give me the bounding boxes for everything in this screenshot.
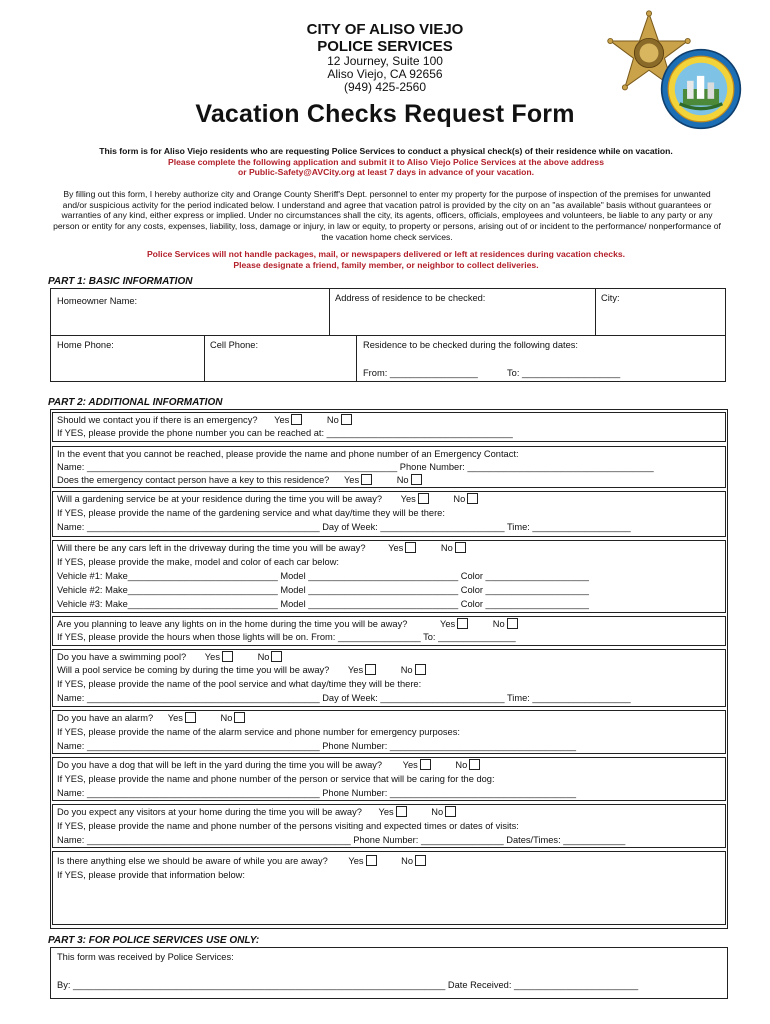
to-date-field[interactable]: To: ___________________ — [507, 368, 621, 378]
city-seal-icon — [660, 48, 742, 130]
vehicle-2-field[interactable]: Vehicle #2: Make_____________________________ Model _____________________________ Color ____________________ — [57, 585, 589, 595]
visitors-section: Do you expect any visitors at your home during the time you will be away? Yes No If YES, please provide the name and phone number of the persons visiting and expected times or dates of visits: Name: ___________________________________________________ Phone Number: ________________ Dates/Times: ____________ — [52, 804, 726, 848]
alarm-question: Do you have an alarm? — [57, 713, 154, 723]
address-line-1: 12 Journey, Suite 100 — [327, 54, 443, 68]
other-info-section[interactable]: Is there anything else we should be aware of while you are away? Yes No If YES, please provide that information below: — [52, 851, 726, 925]
vehicles-no-checkbox[interactable] — [455, 542, 466, 553]
gardening-section: Will a gardening service be at your residence during the time you will be away? Yes No If YES, please provide the name of the gardening service and what day/time they will be there: Name: _____________________________________________ Day of Week: ________________________ Time: ___________________ — [52, 491, 726, 537]
part1-label: PART 1: BASIC INFORMATION — [48, 276, 193, 287]
alarm-no-checkbox[interactable] — [234, 712, 245, 723]
pool-service-yes-checkbox[interactable] — [365, 664, 376, 675]
other-info-no-checkbox[interactable] — [415, 855, 426, 866]
vehicles-section: Will there be any cars left in the driveway during the time you will be away? Yes No If YES, please provide the make, model and color of each car below: Vehicle #1: Make_____________________________ Model _____________________________ Color ____________________ Vehicle #2: Make_____________________________ Model _____________________________ Color ____________________ Vehicle #3: Make_____________________________ Model _____________________________ Color ____________________ — [52, 540, 726, 613]
authorization-paragraph: By filling out this form, I hereby authorize city and Orange County Sheriff's Dept. personnel to enter my property for the purpose of inspection of the premises for unwanted and/or suspicious activity for the period indicated below. I understand and agree that vacation patrol is provided by the city on an "as available" basis without guarantees or warranties of any kind, either express or implied. Under no circumstances shall the city, its agents, officers, officials, employees and volunteers, be liable to any party or any person or entity for any costs, expenses, liability, loss, damage or injury, in law or equity, to property or persons, arising out of or incident to the performance/ nonperformance of the vacation home check services. — [53, 189, 721, 242]
emergency-person-name-phone-field[interactable]: Name: ____________________________________________________________ Phone Number: ____________________________________ — [57, 462, 654, 472]
dog-caretaker-field[interactable]: Name: _____________________________________________ Phone Number: ____________________________________ — [57, 788, 577, 798]
emergency-no-checkbox[interactable] — [341, 414, 352, 425]
department-name: POLICE SERVICES — [317, 38, 453, 55]
phone-number: (949) 425-2560 — [343, 80, 427, 94]
city-field[interactable]: City: — [601, 293, 620, 303]
dog-prompt: If YES, please provide the name and phone number of the person or service that will be caring for the dog: — [57, 774, 495, 784]
lights-hours-field[interactable]: If YES, please provide the hours when those lights will be on. From: ________________ To: _______________ — [57, 632, 516, 642]
pool-no-checkbox[interactable] — [271, 651, 282, 662]
check-dates-label: Residence to be checked during the following dates: — [363, 340, 578, 350]
address-line-2: Aliso Viejo, CA 92656 — [327, 67, 443, 81]
lights-yes-checkbox[interactable] — [457, 618, 468, 629]
vehicle-1-field[interactable]: Vehicle #1: Make_____________________________ Model _____________________________ Color ____________________ — [57, 571, 589, 581]
visitors-prompt: If YES, please provide the name and phone number of the persons visiting and expected times or dates of visits: — [57, 821, 519, 831]
gardening-prompt: If YES, please provide the name of the gardening service and what day/time they will be there: — [57, 508, 445, 518]
residence-address-field[interactable]: Address of residence to be checked: — [335, 293, 486, 303]
key-no-checkbox[interactable] — [411, 474, 422, 485]
intro-deadline: or Public-Safety@AVCity.org at least 7 days in advance of your vacation. — [237, 167, 535, 177]
key-yes-checkbox[interactable] — [361, 474, 372, 485]
visitors-yes-checkbox[interactable] — [396, 806, 407, 817]
gardening-yes-checkbox[interactable] — [418, 493, 429, 504]
emergency-question: Should we contact you if there is an emergency? — [57, 415, 258, 425]
pool-yes-checkbox[interactable] — [222, 651, 233, 662]
received-by-date-field[interactable]: By: ________________________________________________________________________ Date Received: ________________________ — [57, 980, 639, 990]
delivery-warning: Police Services will not handle packages, mail, or newspapers delivered or left at residences during vacation checks. — [146, 249, 626, 259]
other-info-yes-checkbox[interactable] — [366, 855, 377, 866]
received-by-label: This form was received by Police Services: — [57, 952, 234, 962]
alarm-prompt: If YES, please provide the name of the alarm service and phone number for emergency purposes: — [57, 727, 460, 737]
dog-section: Do you have a dog that will be left in the yard during the time you will be away? Yes No If YES, please provide the name and phone number of the person or service that will be caring for the dog: Name: _____________________________________________ Phone Number: ____________________________________ — [52, 757, 726, 801]
part2-label: PART 2: ADDITIONAL INFORMATION — [48, 397, 223, 408]
lights-question: Are you planning to leave any lights on in the home during the time you will be away? — [57, 619, 408, 629]
alarm-section: Do you have an alarm? Yes No If YES, please provide the name of the alarm service and phone number for emergency purposes: Name: _____________________________________________ Phone Number: ____________________________________ — [52, 710, 726, 754]
emergency-person-prompt: In the event that you cannot be reached, please provide the name and phone number of an Emergency Contact: — [57, 449, 519, 459]
pool-name-day-time-field[interactable]: Name: _____________________________________________ Day of Week: ________________________ Time: ___________________ — [57, 693, 631, 703]
intro-purpose: This form is for Aliso Viejo residents who are requesting Police Services to conduct a physical check(s) of their residence while on vacation. — [99, 146, 673, 156]
home-phone-field[interactable]: Home Phone: — [57, 340, 114, 350]
from-date-field[interactable]: From: _________________ — [363, 368, 478, 378]
visitors-name-phone-dates-field[interactable]: Name: ___________________________________________________ Phone Number: ________________ Dates/Times: ____________ — [57, 835, 626, 845]
vehicles-question: Will there be any cars left in the driveway during the time you will be away? — [57, 543, 366, 553]
other-info-question: Is there anything else we should be aware of while you are away? — [57, 856, 328, 866]
part3-label: PART 3: FOR POLICE SERVICES USE ONLY: — [48, 935, 260, 946]
gardening-question: Will a gardening service be at your residence during the time you will be away? — [57, 494, 383, 504]
emergency-yes-checkbox[interactable] — [291, 414, 302, 425]
pool-service-no-checkbox[interactable] — [415, 664, 426, 675]
other-info-prompt: If YES, please provide that information below: — [57, 870, 245, 880]
delivery-instructions: Please designate a friend, family member, or neighbor to collect deliveries. — [233, 260, 539, 270]
dog-yes-checkbox[interactable] — [420, 759, 431, 770]
pool-service-question: Will a pool service be coming by during the time you will be away? — [57, 665, 330, 675]
visitors-question: Do you expect any visitors at your home during the time you will be away? — [57, 807, 362, 817]
emergency-key-question: Does the emergency contact person have a key to this residence? — [57, 475, 330, 485]
dog-question: Do you have a dog that will be left in the yard during the time you will be away? — [57, 760, 383, 770]
vehicle-3-field[interactable]: Vehicle #3: Make_____________________________ Model _____________________________ Color ____________________ — [57, 599, 589, 609]
pool-section: Do you have a swimming pool? Yes No Will a pool service be coming by during the time you will be away? Yes No If YES, please provide the name of the pool service and what day/time they will be there: Name: _____________________________________________ Day of Week: ________________________ Time: ___________________ — [52, 649, 726, 707]
city-name: CITY OF ALISO VIEJO — [306, 21, 464, 38]
emergency-phone-field[interactable]: If YES, please provide the phone number you can be reached at: ____________________________________ — [57, 428, 513, 438]
lights-no-checkbox[interactable] — [507, 618, 518, 629]
alarm-yes-checkbox[interactable] — [185, 712, 196, 723]
emergency-contact-section: Should we contact you if there is an emergency? Yes No If YES, please provide the phone number you can be reached at: ____________________________________ — [52, 412, 726, 442]
pool-question: Do you have a swimming pool? — [57, 652, 187, 662]
pool-prompt: If YES, please provide the name of the pool service and what day/time they will be there: — [57, 679, 422, 689]
lights-section: Are you planning to leave any lights on in the home during the time you will be away? Yes No If YES, please provide the hours when those lights will be on. From: ________________ To: _______________ — [52, 616, 726, 646]
gardening-name-day-time-field[interactable]: Name: _____________________________________________ Day of Week: ________________________ Time: ___________________ — [57, 522, 631, 532]
gardening-no-checkbox[interactable] — [467, 493, 478, 504]
dog-no-checkbox[interactable] — [469, 759, 480, 770]
vehicles-prompt: If YES, please provide the make, model and color of each car below: — [57, 557, 339, 567]
emergency-person-section: In the event that you cannot be reached, please provide the name and phone number of an Emergency Contact: Name: ____________________________________________________________ Phone Number: ____________________________________ Does the emergency contact person have a key to this residence? Yes No — [52, 446, 726, 488]
form-title: Vacation Checks Request Form — [195, 100, 575, 128]
part1-box — [50, 288, 726, 382]
vehicles-yes-checkbox[interactable] — [405, 542, 416, 553]
homeowner-name-field[interactable]: Homeowner Name: — [57, 296, 138, 306]
part3-box — [50, 947, 728, 999]
visitors-no-checkbox[interactable] — [445, 806, 456, 817]
cell-phone-field[interactable]: Cell Phone: — [210, 340, 259, 350]
alarm-name-phone-field[interactable]: Name: _____________________________________________ Phone Number: ____________________________________ — [57, 741, 577, 751]
intro-instructions: Please complete the following application and submit it to Aliso Viejo Police Services at the above address — [167, 157, 604, 167]
